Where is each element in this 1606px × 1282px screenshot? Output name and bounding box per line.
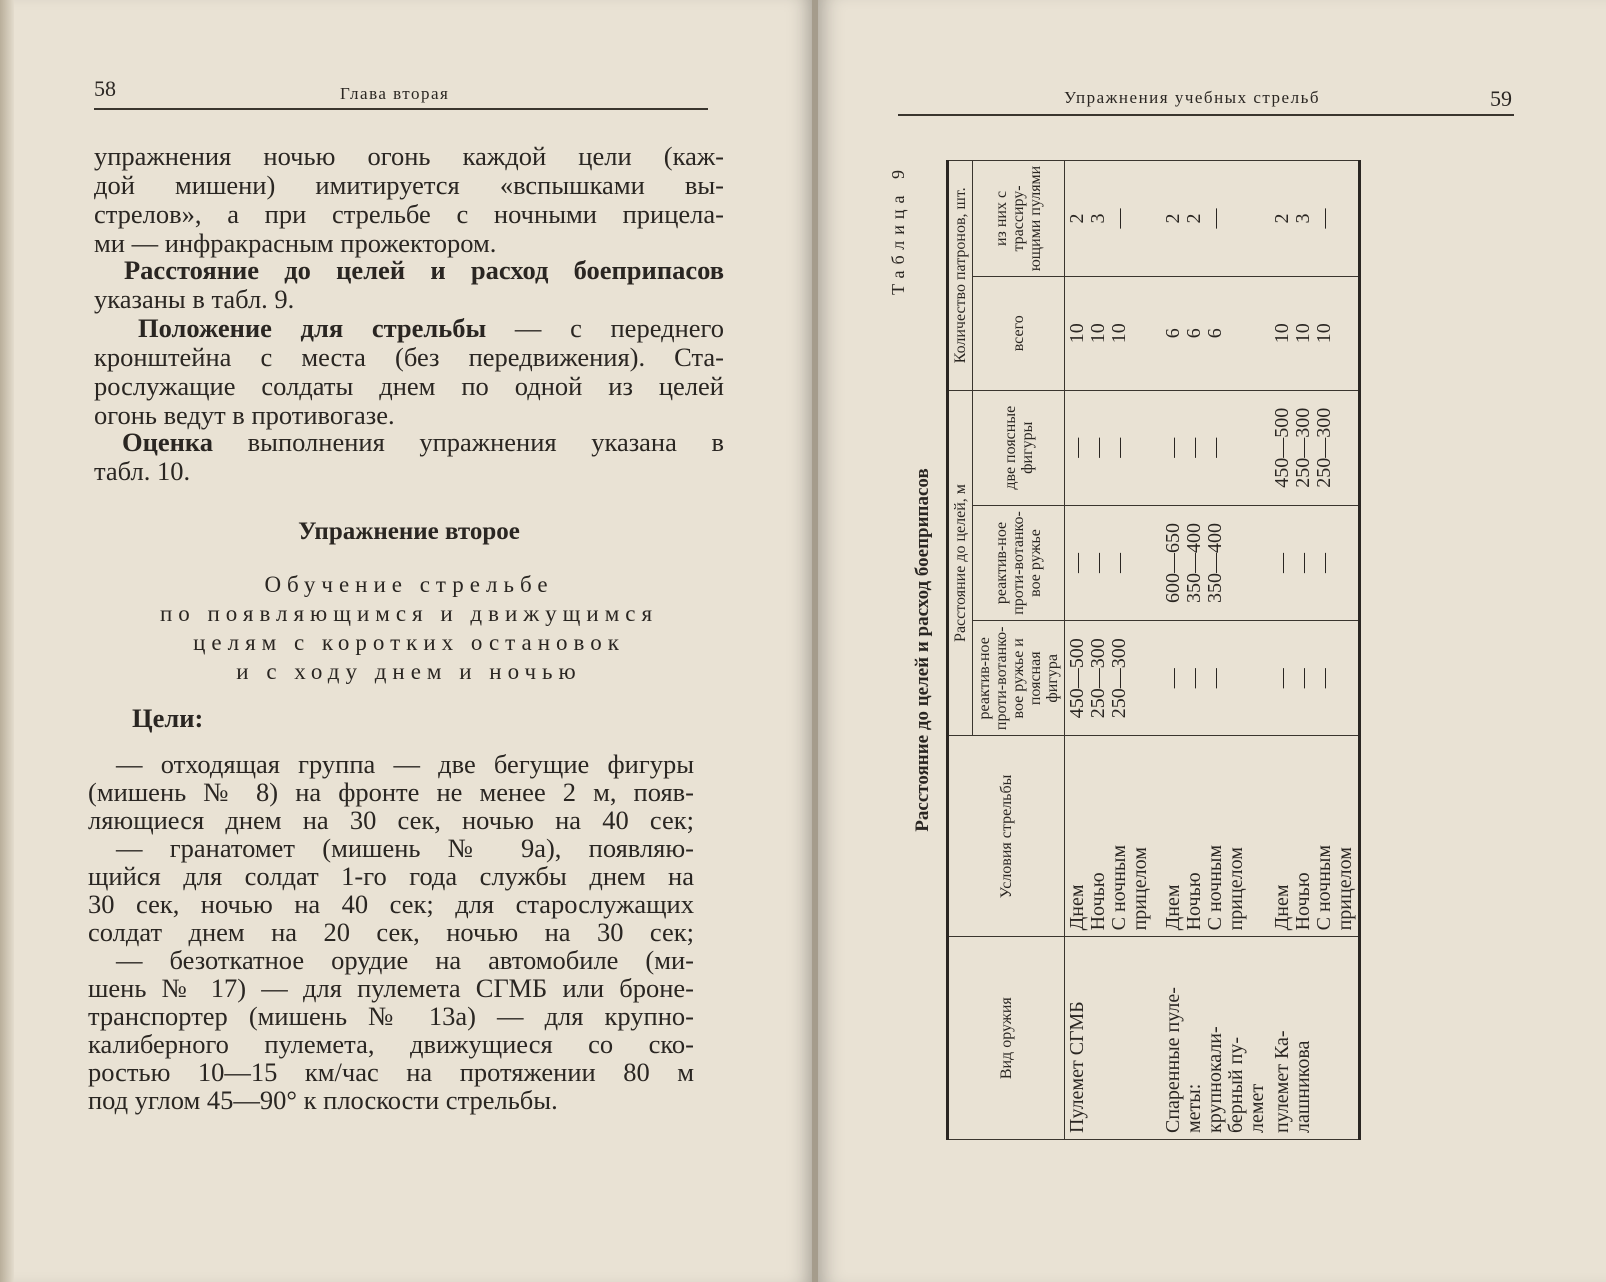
- cell-line: —: [1108, 208, 1130, 229]
- cell-line: 350—400: [1183, 522, 1205, 603]
- subtitle-line: по появляющимся и движущимся: [159, 601, 659, 626]
- text-line: (мишень № 8) на фронте не менее 2 м, появ-: [88, 777, 694, 807]
- cell-line: —: [1292, 668, 1314, 689]
- para3-first: — с переднего: [514, 313, 724, 343]
- cell-total: [1065, 276, 1154, 390]
- cell-line: С ночным: [1108, 845, 1130, 931]
- cell-line: —: [1183, 668, 1205, 689]
- cell-conditions: [1065, 736, 1154, 937]
- cell-line: 10: [1271, 323, 1293, 344]
- cell-line: 250—300: [1087, 638, 1109, 719]
- running-head-left: Глава вторая: [340, 84, 450, 103]
- cell-line: 2: [1162, 213, 1184, 224]
- paragraph-3: [94, 314, 724, 430]
- cell-line: Спаренные пуле-: [1162, 987, 1184, 1133]
- cell-conditions: [1153, 736, 1270, 937]
- exercise-title: Упражнение второе: [298, 518, 520, 545]
- cell-line: 3: [1292, 213, 1314, 224]
- cell-line: —: [1066, 437, 1088, 458]
- para4-bold: Оценка: [122, 427, 214, 457]
- header-rule-left: [94, 108, 708, 110]
- cell-tracer: [1270, 161, 1360, 277]
- header-conditions: Условия стрельбы: [948, 736, 1065, 937]
- text-line: — гранатомет (мишень № 9а), появляю-: [116, 833, 694, 863]
- text-line: калиберного пулемета, движущиеся со ско-: [88, 1029, 694, 1059]
- text-line: 30 сек, ночью на 40 сек; для старослужащих: [88, 889, 694, 919]
- cell-line: 10: [1108, 323, 1130, 344]
- text-line: кронштейна с места (без передвижения). Ста-: [94, 342, 724, 372]
- header-ammo-tracer: из них с трассиру-ющими пулями: [973, 161, 1065, 277]
- cell-weapon: [1153, 937, 1270, 1140]
- cell-line: Ночью: [1183, 872, 1205, 931]
- cell-line: 250—300: [1292, 407, 1314, 488]
- targets-list: [88, 750, 694, 1114]
- cell-line: пулемет Ка-: [1271, 1030, 1293, 1133]
- cell-conditions: [1270, 736, 1360, 937]
- paragraph-1: [94, 142, 724, 258]
- cell-weapon: [1270, 937, 1360, 1140]
- header-dist-col1: реактив-ное проти-вотанко-вое ружье и поясная фигура: [973, 621, 1065, 736]
- book-edge: [0, 0, 14, 1282]
- table-row: [1153, 161, 1270, 1140]
- table-row: [1270, 161, 1360, 1140]
- text-line: указаны в табл. 9.: [94, 284, 295, 314]
- cell-tracer: [1153, 161, 1270, 277]
- subtitle-line: и с ходу днем и ночью: [236, 659, 582, 684]
- subtitle-line: целям с коротких остановок: [193, 630, 625, 655]
- cell-line: —: [1162, 668, 1184, 689]
- text-line: под углом 45—90° к плоскости стрельбы.: [88, 1085, 558, 1115]
- cell-line: С ночным: [1204, 845, 1226, 931]
- cell-line: —: [1204, 668, 1226, 689]
- cell-line: 10: [1313, 323, 1335, 344]
- cell-line: —: [1313, 552, 1335, 573]
- cell-line: 10: [1066, 323, 1088, 344]
- cell-line: меты:: [1183, 1083, 1205, 1133]
- text-line: ми — инфракрасным прожектором.: [94, 228, 497, 258]
- cell-line: прицелом: [1334, 847, 1356, 931]
- cell-d3: [1065, 390, 1154, 505]
- running-head-right: Упражнения учебных стрельб: [1064, 88, 1320, 107]
- cell-line: 10: [1087, 323, 1109, 344]
- table-caption: Таблица 9: [888, 164, 908, 295]
- rotated-table-9: [888, 160, 1530, 1140]
- text-line: — безоткатное орудие на автомобиле (ми-: [116, 945, 694, 975]
- cell-line: 10: [1292, 323, 1314, 344]
- table-title: Расстояние до целей и расход боеприпасов: [912, 468, 933, 832]
- cell-line: —: [1087, 552, 1109, 573]
- header-distance-group: Расстояние до целей, м: [948, 390, 973, 736]
- text-line: — отходящая группа — две бегущие фигуры: [116, 749, 694, 779]
- cell-line: —: [1108, 437, 1130, 458]
- ammo-table: [946, 160, 1361, 1140]
- cell-line: 250—300: [1313, 407, 1335, 488]
- header-rule-right: [898, 114, 1514, 116]
- cell-line: 6: [1204, 328, 1226, 339]
- cell-d3: [1153, 390, 1270, 505]
- text-line: стрелов», а при стрельбе с ночными прицела-: [94, 199, 724, 229]
- text-line: упражнения ночью огонь каждой цели (каж-: [94, 141, 724, 171]
- page-number-left: 58: [94, 76, 116, 101]
- cell-line: 6: [1162, 328, 1184, 339]
- cell-line: —: [1204, 208, 1226, 229]
- cell-line: берный пу-: [1225, 1037, 1247, 1133]
- cell-line: —: [1313, 668, 1335, 689]
- para3-bold: Положение для стрельбы: [138, 313, 487, 343]
- cell-line: Ночью: [1292, 872, 1314, 931]
- cell-line: 450—500: [1066, 638, 1088, 719]
- page-number-right: 59: [1490, 86, 1512, 111]
- cell-line: Ночью: [1087, 872, 1109, 931]
- text-line: шень № 17) — для пулемета СГМБ или броне-: [88, 973, 694, 1003]
- cell-line: крупнокали-: [1204, 1026, 1226, 1133]
- cell-line: —: [1183, 437, 1205, 458]
- cell-line: —: [1271, 552, 1293, 573]
- cell-line: лемет: [1246, 1083, 1268, 1133]
- cell-line: С ночным: [1313, 845, 1335, 931]
- cell-line: —: [1087, 437, 1109, 458]
- cell-line: прицелом: [1129, 847, 1151, 931]
- text-line: дой мишени) имитируется «вспышками вы-: [94, 170, 724, 200]
- cell-total: [1270, 276, 1360, 390]
- cell-d1: [1065, 621, 1154, 736]
- cell-line: 350—400: [1204, 522, 1226, 603]
- cell-line: 2: [1271, 213, 1293, 224]
- cell-total: [1153, 276, 1270, 390]
- text-line: огонь ведут в противогазе.: [94, 400, 395, 430]
- cell-line: —: [1204, 437, 1226, 458]
- cell-line: Пулемет СГМБ: [1066, 1001, 1088, 1133]
- text-line: табл. 10.: [94, 456, 191, 486]
- para2-bold: Расстояние до целей и расход боеприпасов: [124, 255, 724, 285]
- cell-line: лашникова: [1292, 1040, 1314, 1133]
- cell-line: —: [1162, 437, 1184, 458]
- cell-line: —: [1108, 552, 1130, 573]
- paragraph-4: [94, 428, 724, 486]
- cell-line: прицелом: [1225, 847, 1247, 931]
- cell-line: —: [1066, 552, 1088, 573]
- cell-line: —: [1292, 552, 1314, 573]
- cell-tracer: [1065, 161, 1154, 277]
- cell-line: 3: [1087, 213, 1109, 224]
- header-ammo-total: всего: [973, 276, 1065, 390]
- cell-line: 600—650: [1162, 522, 1184, 603]
- cell-weapon: [1065, 937, 1154, 1140]
- text-line: ростью 10—15 км/час на протяжении 80 м: [88, 1057, 694, 1087]
- text-line: рослужащие солдаты днем по одной из целей: [94, 371, 724, 401]
- table-row: [1065, 161, 1154, 1140]
- cell-line: —: [1271, 668, 1293, 689]
- cell-d3: [1270, 390, 1360, 505]
- header-weapon: Вид оружия: [948, 937, 1065, 1140]
- cell-d1: [1270, 621, 1360, 736]
- header-ammo-group: Количество патронов, шт.: [948, 161, 973, 391]
- cell-d2: [1065, 505, 1154, 620]
- paragraph-2: [94, 256, 724, 314]
- subtitle-line: Обучение стрельбе: [264, 572, 554, 597]
- para4-first: выполнения упражнения указана в: [247, 427, 724, 457]
- cell-line: Днем: [1162, 884, 1184, 931]
- cell-d2: [1153, 505, 1270, 620]
- exercise-subtitle: [94, 570, 724, 686]
- cell-d2: [1270, 505, 1360, 620]
- cell-line: Днем: [1066, 884, 1088, 931]
- text-line: солдат днем на 20 сек, ночью на 30 сек;: [88, 917, 694, 947]
- header-dist-col2: реактив-ное проти-вотанко-вое ружье: [973, 505, 1065, 620]
- text-line: ляющиеся днем на 30 сек, ночью на 40 сек;: [88, 805, 694, 835]
- cell-d1: [1153, 621, 1270, 736]
- text-line: щийся для солдат 1-го года службы днем на: [88, 861, 694, 891]
- text-line: транспортер (мишень № 13а) — для крупно-: [88, 1001, 694, 1031]
- cell-line: Днем: [1271, 884, 1293, 931]
- cell-line: 250—300: [1108, 638, 1130, 719]
- cell-line: 450—500: [1271, 407, 1293, 488]
- cell-line: 2: [1183, 213, 1205, 224]
- targets-heading: Цели:: [132, 703, 204, 733]
- cell-line: 6: [1183, 328, 1205, 339]
- cell-line: —: [1313, 208, 1335, 229]
- cell-line: 2: [1066, 213, 1088, 224]
- header-dist-col3: две поясные фигуры: [973, 390, 1065, 505]
